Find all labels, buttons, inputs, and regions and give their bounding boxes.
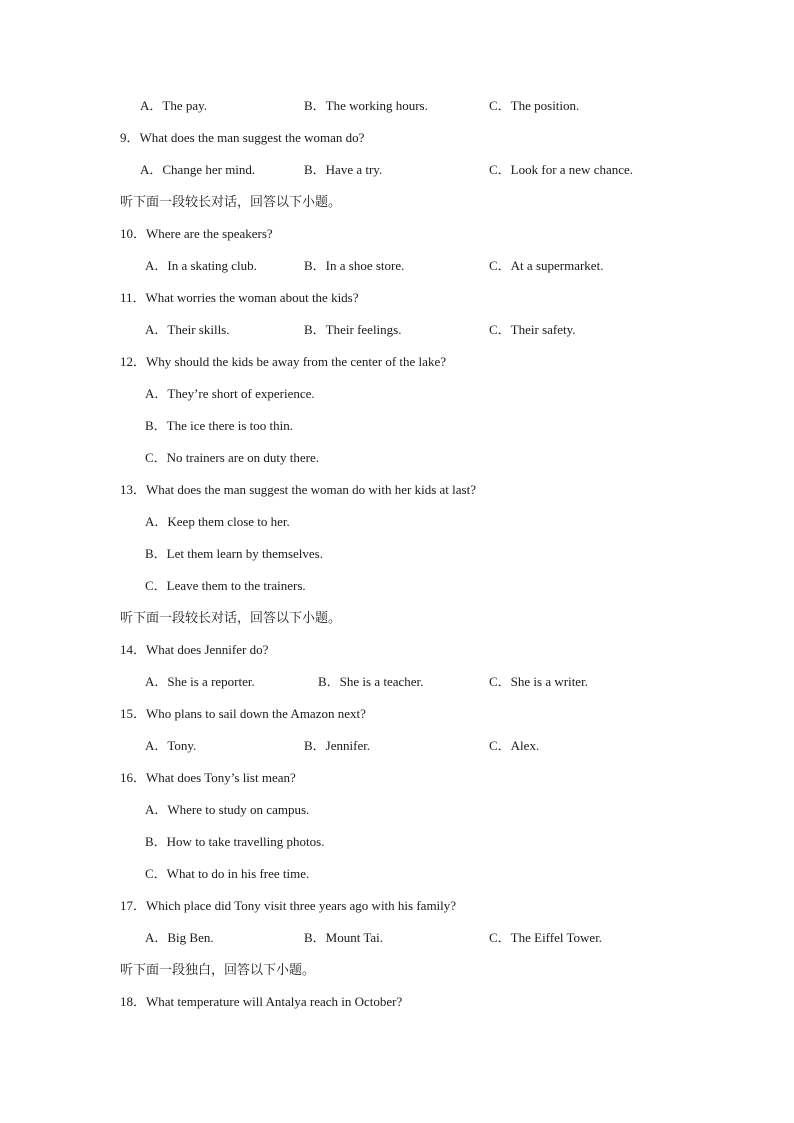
q11-stem: 11．What worries the woman about the kids?: [120, 290, 359, 305]
q15-option-b: B．Jennifer.: [304, 738, 371, 753]
q15-option-a: A．Tony.: [145, 738, 197, 753]
section-instruction: 听下面一段独白，回答以下小题。: [120, 962, 316, 977]
q14-option-c: C．She is a writer.: [489, 674, 588, 689]
q10-option-b: B．In a shoe store.: [304, 258, 405, 273]
q8-option-c: C．The position.: [489, 98, 580, 113]
q13-option-c: C．Leave them to the trainers.: [145, 578, 306, 593]
q16-option-b: B．How to take travelling photos.: [145, 834, 325, 849]
q10-option-a: A．In a skating club.: [145, 258, 257, 273]
q13-option-a: A．Keep them close to her.: [145, 514, 290, 529]
q9-option-c: C．Look for a new chance.: [489, 162, 634, 177]
q14-stem: 14．What does Jennifer do?: [120, 642, 269, 657]
q14-option-b: B．She is a teacher.: [318, 674, 424, 689]
section-instruction: 听下面一段较长对话，回答以下小题。: [120, 610, 342, 625]
q16-option-a: A．Where to study on campus.: [145, 802, 310, 817]
q12-option-b: B．The ice there is too thin.: [145, 418, 294, 433]
q17-stem: 17．Which place did Tony visit three years ago with his family?: [120, 898, 457, 913]
q11-option-b: B．Their feelings.: [304, 322, 402, 337]
q13-option-b: B．Let them learn by themselves.: [145, 546, 323, 561]
q16-stem: 16．What does Tony’s list mean?: [120, 770, 296, 785]
q12-option-a: A．They’re short of experience.: [145, 386, 315, 401]
q11-option-a: A．Their skills.: [145, 322, 230, 337]
q9-stem: 9．What does the man suggest the woman do?: [120, 130, 365, 145]
q17-option-b: B．Mount Tai.: [304, 930, 384, 945]
q17-option-a: A．Big Ben.: [145, 930, 214, 945]
q15-option-c: C．Alex.: [489, 738, 540, 753]
q12-stem: 12．Why should the kids be away from the center of the lake?: [120, 354, 446, 369]
q10-option-c: C．At a supermarket.: [489, 258, 604, 273]
q16-option-c: C．What to do in his free time.: [145, 866, 310, 881]
q9-option-b: B．Have a try.: [304, 162, 383, 177]
q13-stem: 13．What does the man suggest the woman do with her kids at last?: [120, 482, 476, 497]
q12-option-c: C．No trainers are on duty there.: [145, 450, 320, 465]
q18-stem: 18．What temperature will Antalya reach in October?: [120, 994, 403, 1009]
q11-option-c: C．Their safety.: [489, 322, 576, 337]
section-instruction: 听下面一段较长对话，回答以下小题。: [120, 194, 342, 209]
q15-stem: 15．Who plans to sail down the Amazon next?: [120, 706, 366, 721]
q8-option-a: A．The pay.: [140, 98, 208, 113]
q8-option-b: B．The working hours.: [304, 98, 428, 113]
q14-option-a: A．She is a reporter.: [145, 674, 255, 689]
q9-option-a: A．Change her mind.: [140, 162, 256, 177]
q17-option-c: C．The Eiffel Tower.: [489, 930, 603, 945]
q10-stem: 10．Where are the speakers?: [120, 226, 273, 241]
